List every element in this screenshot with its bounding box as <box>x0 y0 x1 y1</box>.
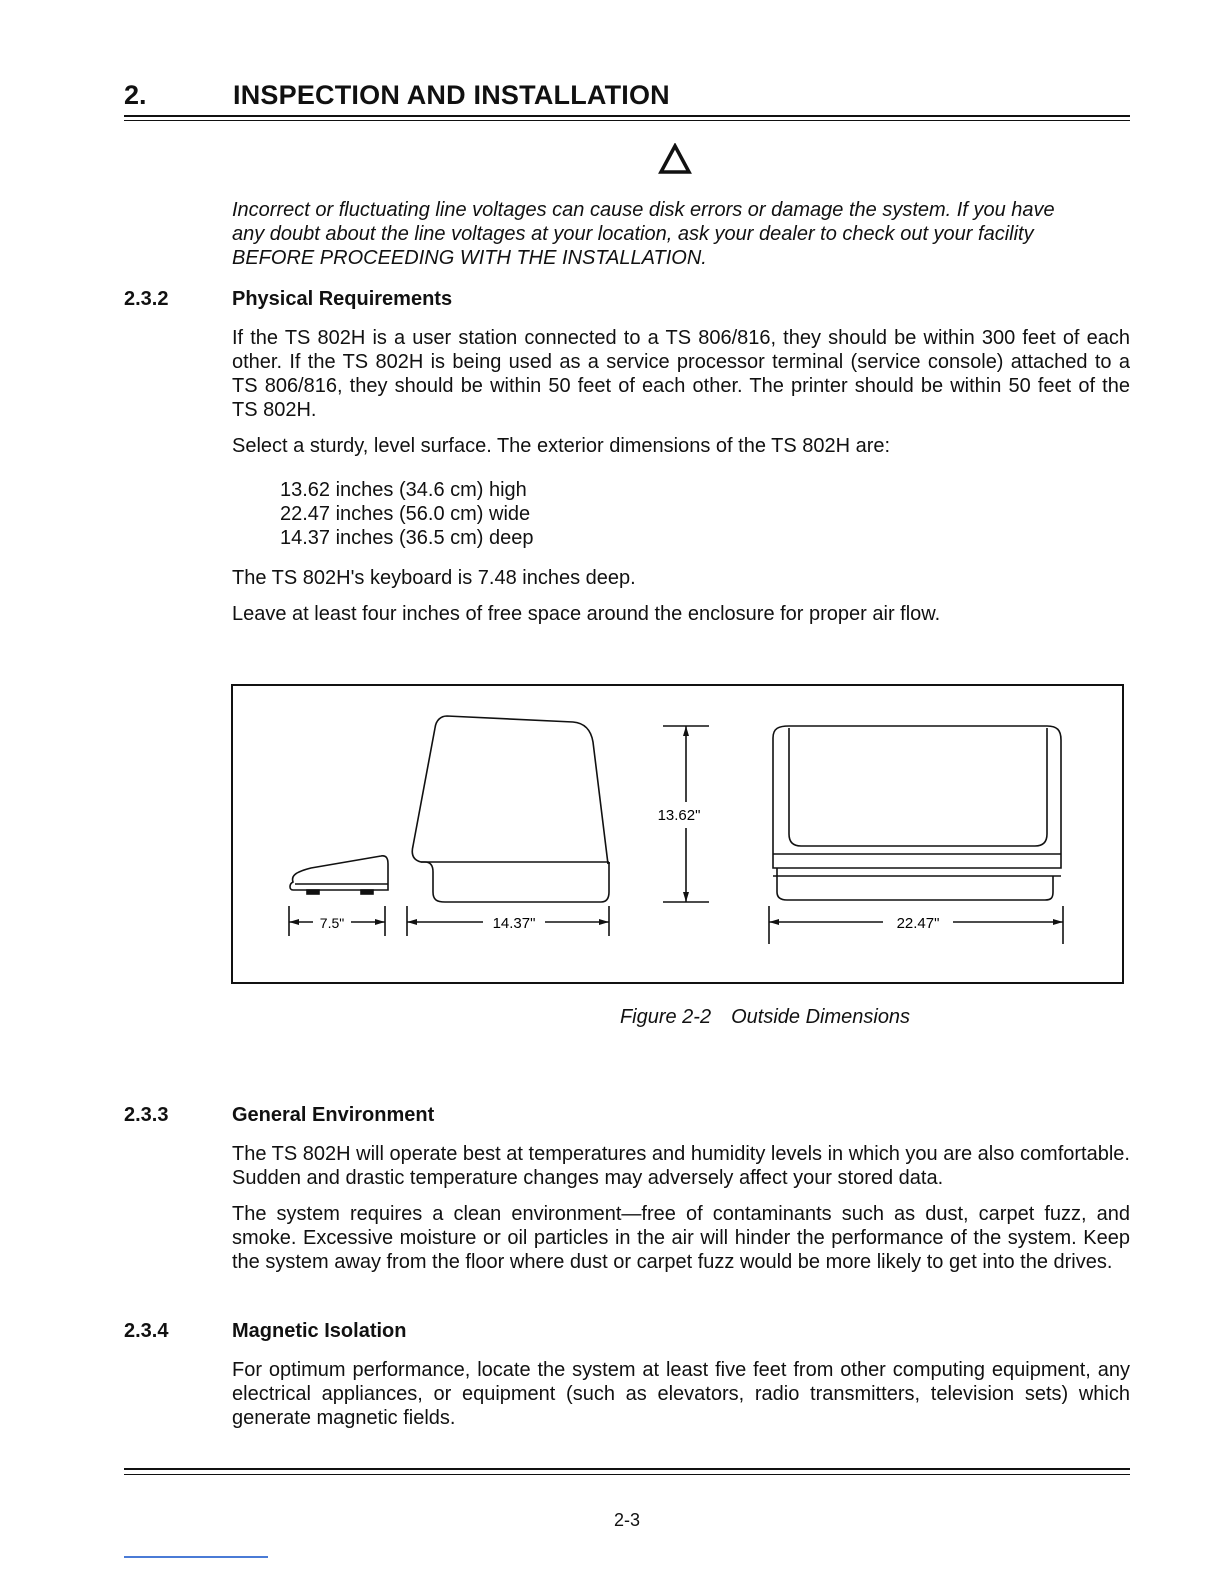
header-rule-bottom <box>124 120 1130 121</box>
warning-triangle-icon <box>658 143 692 180</box>
section-number-magnetic: 2.3.4 <box>124 1320 169 1342</box>
paragraph: Leave at least four inches of free space around the enclosure for proper air flow. <box>232 603 941 625</box>
paragraph: If the TS 802H is a user station connected to a TS 806/816, they should be within 300 feet of each other. If the TS 802H is being used as a service processor terminal (service console) attached to a TS 806/816, they should be within 50 feet of each other. The printer should be within 50 feet of the TS 802H. <box>232 327 1130 421</box>
paragraph: The TS 802H will operate best at temperatures and humidity levels in which you are also comfortable. Sudden and drastic temperature changes may adversely affect your stored data. <box>232 1143 1130 1189</box>
label-height: 13.62" <box>657 807 701 824</box>
label-keyboard-depth: 7.5" <box>319 915 345 931</box>
header-rule-top <box>124 115 1130 117</box>
page-number: 2-3 <box>613 1510 640 1530</box>
label-depth: 14.37" <box>492 915 536 932</box>
paragraph: For optimum performance, locate the system at least five feet from other computing equipment, any electrical appliances, or equipment (such as elevators, radio transmitters, television sets) which generate magnetic fields. <box>232 1359 1130 1429</box>
dimension-list <box>280 478 534 550</box>
paragraph: Select a sturdy, level surface. The exterior dimensions of the TS 802H are: <box>232 435 891 457</box>
caption-title: Outside Dimensions <box>731 1006 911 1028</box>
dimension-item: 22.47 inches (56.0 cm) wide <box>280 503 531 525</box>
footer-rule-top <box>124 1468 1130 1470</box>
keyboard-side-view <box>290 856 388 894</box>
terminal-side-view <box>412 716 609 902</box>
dimension-item: 14.37 inches (36.5 cm) deep <box>280 527 534 549</box>
warning-text <box>232 198 1132 270</box>
physical-body-2 <box>232 566 1130 638</box>
figure-caption <box>0 1006 1060 1029</box>
link-underline <box>124 1556 268 1558</box>
warning-line: Incorrect or fluctuating line voltages can cause disk errors or damage the system. If you have <box>232 199 1055 221</box>
paragraph: The TS 802H's keyboard is 7.48 inches deep. <box>232 567 636 589</box>
footer-rule-bottom <box>124 1474 1130 1475</box>
paragraph: The system requires a clean environment—free of contaminants such as dust, carpet fuzz, and smoke. Excessive moisture or oil particles in the air will hinder the performance of the system. Keep the system away from the floor where dust or carpet fuzz would be more likely to get into the drives. <box>232 1203 1130 1273</box>
section-title-magnetic: Magnetic Isolation <box>232 1320 407 1342</box>
physical-body <box>232 326 1130 470</box>
section-title-physical: Physical Requirements <box>232 288 453 310</box>
caption-number: Figure 2-2 <box>619 1006 712 1028</box>
section-number-environment: 2.3.3 <box>124 1104 169 1126</box>
dimensions-drawing <box>233 686 1122 982</box>
chapter-title: INSPECTION AND INSTALLATION <box>233 80 670 110</box>
environment-body <box>232 1142 1130 1286</box>
section-number-physical: 2.3.2 <box>124 288 169 310</box>
section-title-environment: General Environment <box>232 1104 435 1126</box>
warning-line: BEFORE PROCEEDING WITH THE INSTALLATION. <box>232 247 707 269</box>
warning-line: any doubt about the line voltages at your location, ask your dealer to check out your facility <box>232 223 1034 245</box>
label-width: 22.47" <box>896 915 940 932</box>
dimension-item: 13.62 inches (34.6 cm) high <box>280 479 527 501</box>
terminal-front-view <box>773 726 1061 900</box>
figure-outside-dimensions <box>231 684 1124 984</box>
magnetic-body <box>232 1358 1130 1442</box>
chapter-number: 2. <box>124 80 147 110</box>
